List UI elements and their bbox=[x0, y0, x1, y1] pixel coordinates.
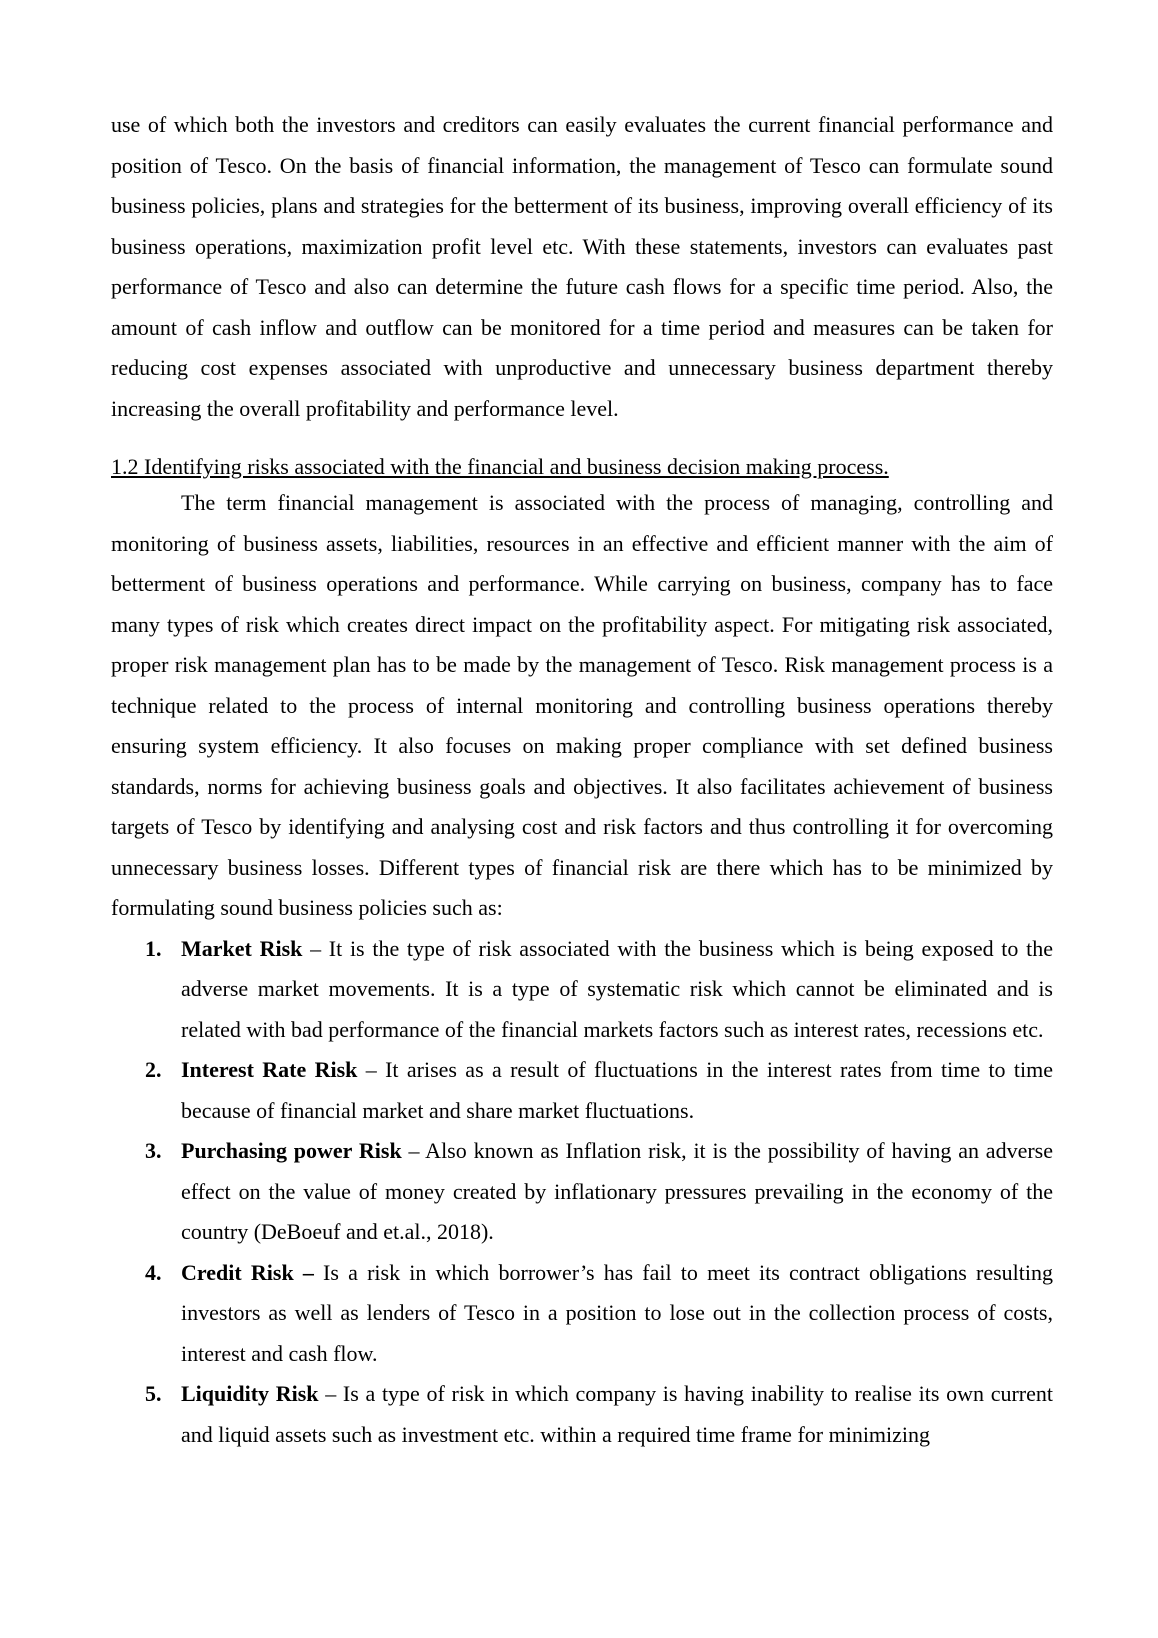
section-paragraph: The term financial management is associated with the process of managing, controlling and monitoring of business assets, liabilities, resources in an effective and efficient manner with the aim of betterment of business operations and performance. While carrying on business, company has to face many types of risk which creates direct impact on the profitability aspect. For mitigating risk associated, proper risk management plan has to be made by the management of Tesco. Risk management process is a technique related to the process of internal monitoring and controlling business operations thereby ensuring system efficiency. It also focuses on making proper compliance with set defined business standards, norms for achieving business goals and objectives. It also facilitates achievement of business targets of Tesco by identifying and analysing cost and risk factors and thus controlling it for overcoming unnecessary business losses. Different types of financial risk are there which has to be minimized by formulating sound business policies such as: bbox=[111, 490, 1053, 920]
risk-description: – Also known as Inflation risk, it is the possibility of having an adverse effect on the value of money created by inflationary pressures prevailing in the economy of the country (DeBoeuf and et.al., 2018). bbox=[181, 1138, 1053, 1244]
document-page bbox=[111, 105, 1053, 1455]
list-number: 1. bbox=[145, 935, 162, 961]
risk-term: Interest Rate Risk bbox=[181, 1057, 358, 1082]
risk-term: Market Risk bbox=[181, 935, 303, 961]
list-item-purchasing-power-risk bbox=[111, 1131, 1053, 1253]
list-number: 3. bbox=[145, 1138, 162, 1163]
list-item-liquidity-risk bbox=[111, 1374, 1053, 1455]
risk-term: Purchasing power Risk bbox=[181, 1138, 402, 1163]
section-heading: 1.2 Identifying risks associated with the financial and business decision making process. bbox=[111, 454, 889, 479]
risk-term: Credit Risk – bbox=[181, 1259, 314, 1285]
risk-description: – It arises as a result of fluctuations in the interest rates from time to time because of financial market and share market fluctuations. bbox=[181, 1057, 1054, 1123]
risk-description: – It is the type of risk associated with the business which is being exposed to the adverse market movements. It is a type of systematic risk which cannot be eliminated and is related with bad performance of the financial markets factors such as interest rates, recessions etc. bbox=[181, 935, 1054, 1042]
risk-description: Is a risk in which borrower’s has fail to meet its contract obligations resulting investors as well as lenders of Tesco in a position to lose out in the collection process of costs, interest and cash flow. bbox=[181, 1259, 1053, 1366]
intro-paragraph: use of which both the investors and creditors can easily evaluates the current financial performance and position of Tesco. On the basis of financial information, the management of Tesco can formulate sound business policies, plans and strategies for the betterment of its business, improving overall efficiency of its business operations, maximization profit level etc. With these statements, investors can evaluates past performance of Tesco and also can determine the future cash flows for a specific time period. Also, the amount of cash inflow and outflow can be monitored for a time period and measures can be taken for reducing cost expenses associated with unproductive and unnecessary business department thereby increasing the overall profitability and performance level. bbox=[111, 112, 1053, 421]
risk-term: Liquidity Risk bbox=[181, 1381, 319, 1406]
list-item-credit-risk bbox=[111, 1253, 1053, 1375]
list-item-market-risk bbox=[111, 929, 1053, 1051]
list-number: 4. bbox=[145, 1259, 162, 1285]
list-item-interest-rate-risk bbox=[111, 1050, 1053, 1131]
list-number: 5. bbox=[145, 1381, 162, 1406]
risk-list bbox=[111, 929, 1053, 1456]
list-number: 2. bbox=[145, 1057, 162, 1082]
risk-description: – Is a type of risk in which company is having inability to realise its own current and liquid assets such as investment etc. within a required time frame for minimizing bbox=[181, 1381, 1053, 1447]
